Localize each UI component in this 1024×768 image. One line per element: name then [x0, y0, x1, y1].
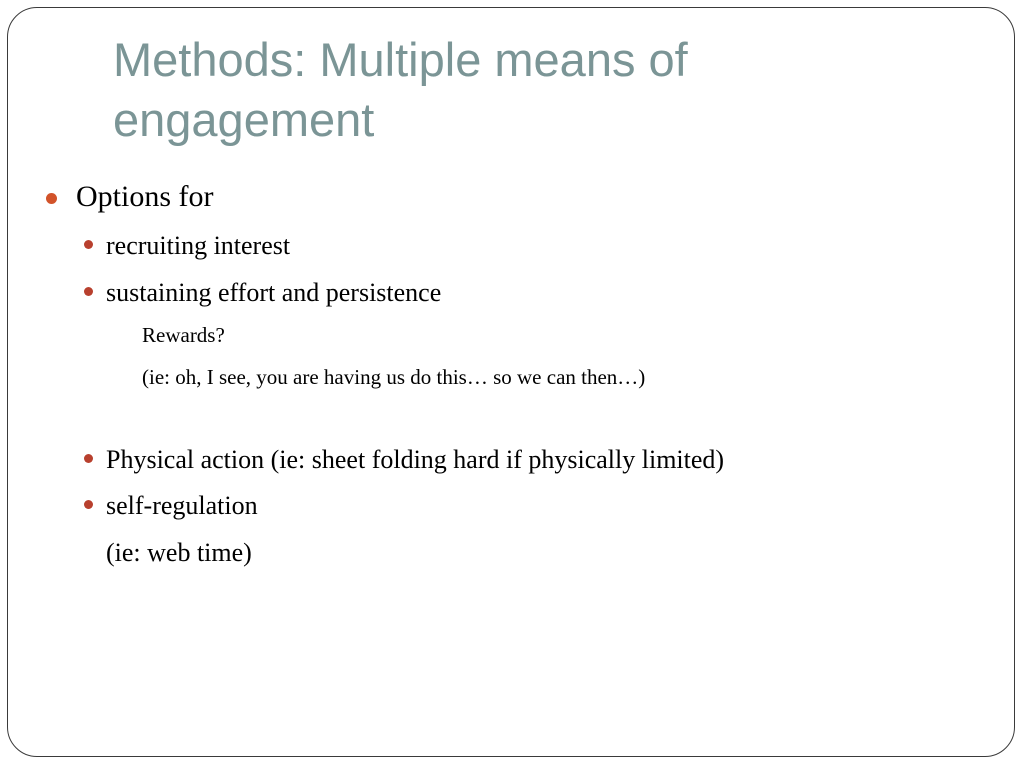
bullet-dot-icon — [84, 240, 93, 249]
text-ie-oh: (ie: oh, I see, you are having us do this… so we can then…) — [142, 365, 646, 389]
bullet-recruiting-interest: recruiting interest — [106, 231, 291, 260]
bullet-self-regulation: self-regulation — [106, 491, 258, 520]
title-line-1: Methods: Multiple means of — [113, 33, 688, 86]
bullet-dot-icon — [84, 454, 93, 463]
bullet-physical-action: Physical action (ie: sheet folding hard if physically limited) — [106, 445, 725, 474]
bullet-dot-icon — [84, 287, 93, 296]
bullet-dot-icon — [84, 500, 93, 509]
bullet-dot-icon — [46, 193, 57, 204]
bullet-sustaining-effort: sustaining effort and persistence — [106, 278, 442, 307]
title-line-2: engagement — [113, 93, 375, 146]
text-rewards: Rewards? — [142, 323, 225, 347]
text-ie-web-time: (ie: web time) — [106, 538, 252, 567]
bullet-options-for: Options for — [76, 180, 214, 213]
slide-title — [113, 30, 933, 150]
